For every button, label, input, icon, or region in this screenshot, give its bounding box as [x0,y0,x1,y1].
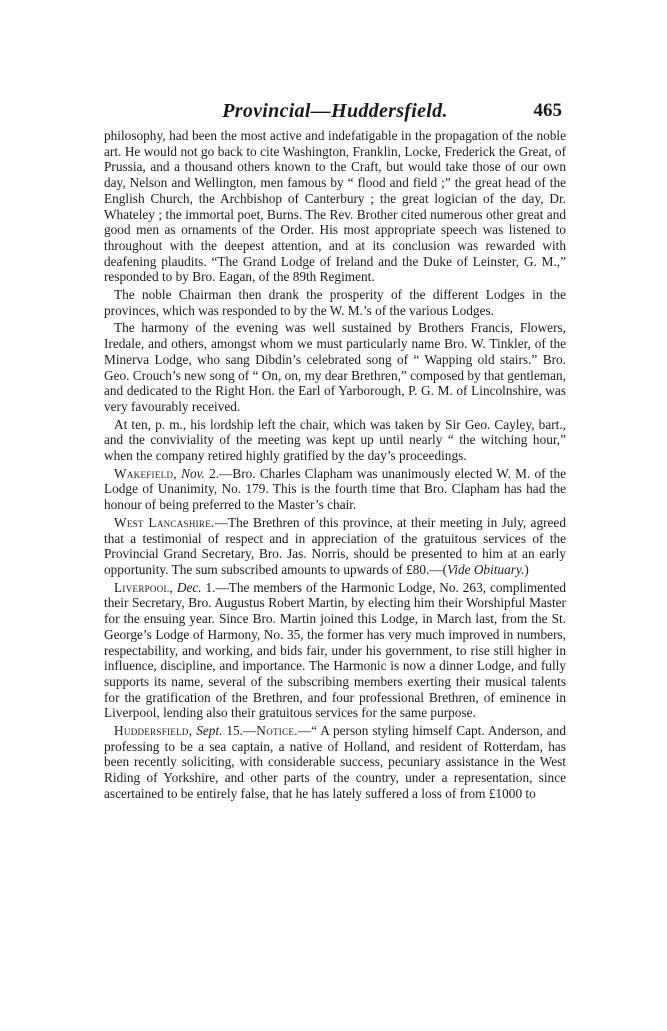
paragraph [104,287,566,318]
text-run: 1.—The members of the Harmonic Lodge, No. 263, complimented their Secretary, Bro. Augustus Robert Martin, by electing him their Worshipful Master for the ensuing year. Since Bro. Martin joined this Lodge, in March last, from the St. George’s Lodge of Harmony, No. 35, the former has very much improved in numbers, respectability, and working, and bids fair, under his government, to rise still higher in influence, discipline, and importance. The Harmonic is now a dinner Lodge, and fully supports its name, several of the subscribing members exerting their musical talents for the gratification of the Brethren, and four professional Brethren, of eminence in Liverpool, lending also their gratuitous services for the same purpose. [104,579,567,721]
paragraph [104,580,566,721]
place-heading: Huddersfield, [114,723,193,739]
text-run: 15.— [222,723,257,739]
running-title: Provincial—Huddersfield. [222,100,448,122]
date-italic: Nov. [181,465,205,481]
page-header [104,96,566,128]
paragraph [104,417,566,464]
date-italic: Sept. [196,723,223,739]
text-run: —“ A person styling himself Capt. Anderson, and professing to be a sea captain, a native of Holland, and resident of Rotterdam, has been recently soliciting, with considerable success, pecuniary assistance in the West Riding of Yorkshire, and other parts of the country, under a representation, since ascertained to be entirely false, that he has lately suffered a loss of from £1000 to [104,723,566,801]
date-italic: Dec. [176,579,202,595]
paragraph [104,320,566,414]
article-body [104,128,566,802]
notice-heading: Notice. [256,723,298,739]
place-heading: Wakefield, [114,465,177,481]
text-run: philosophy, had been the most active and indefatigable in the propagation of the noble art. He would not go back to cite Washington, Franklin, Locke, Frederick the Great, of Prussia, and a thousand others known to the Craft, but would take those of our own day, Nelson and Wellington, men famous by “ flood and field ;” the great head of the English Church, the Archbishop of Canterbury ; the great logician of the day, Dr. Whateley ; the immortal poet, Burns. The Rev. Brother cited numerous other great and good men as ornaments of the Order. His most appropriate speech was listened to throughout with the deepest attention, and at its conclusion was rewarded with deafening plaudits. “The Grand Lodge of Ireland and the Duke of Leinster, G. M.,” responded to by Bro. Eagan, of the 89th Regiment. [104,128,566,285]
vide-reference: Vide Obituary. [447,561,525,577]
paragraph [104,723,566,802]
place-heading: West Lancashire. [114,514,215,530]
paragraph [104,466,566,513]
book-page [104,96,566,804]
text-run: ) [524,561,529,577]
paragraph [104,128,566,285]
paragraph [104,515,566,578]
place-heading: Liverpool, [114,579,173,595]
page-number: 465 [533,100,562,121]
text-run: The noble Chairman then drank the prosperity of the different Lodges in the provinces, which was responded to by the W. M.’s of the various Lodges. [104,287,566,318]
text-run: —The Brethren of this province, at their meeting in July, agreed that a testimonial of respect and in appreciation of the gratuitous services of the Provincial Grand Secretary, Bro. Jas. Norris, should be presented to him at an early opportunity. The sum subscribed amounts to upwards of £80.—( [104,514,566,577]
text-run: 2.—Bro. Charles Clapham was unanimously elected W. M. of the Lodge of Unanimity, No. 179. This is the fourth time that Bro. Clapham has had the honour of being preferred to the Master’s chair. [104,465,567,513]
text-run: At ten, p. m., his lordship left the chair, which was taken by Sir Geo. Cayley, bart., and the conviviality of the meeting was kept up until nearly “ the witching hour,” when the company retired highly gratified by the day’s proceedings. [104,416,566,464]
text-run: The harmony of the evening was well sustained by Brothers Francis, Flowers, Iredale, and others, amongst whom we must particularly name Bro. W. Tinkler, of the Minerva Lodge, who sang Dibdin’s celebrated song of “ Wapping old stairs.” Bro. Geo. Crouch’s new song of “ On, on, my dear Brethren,” composed by that gentleman, and dedicated to the Right Hon. the Earl of Yarborough, P. G. M. of Lincolnshire, was very favourably received. [104,320,566,414]
